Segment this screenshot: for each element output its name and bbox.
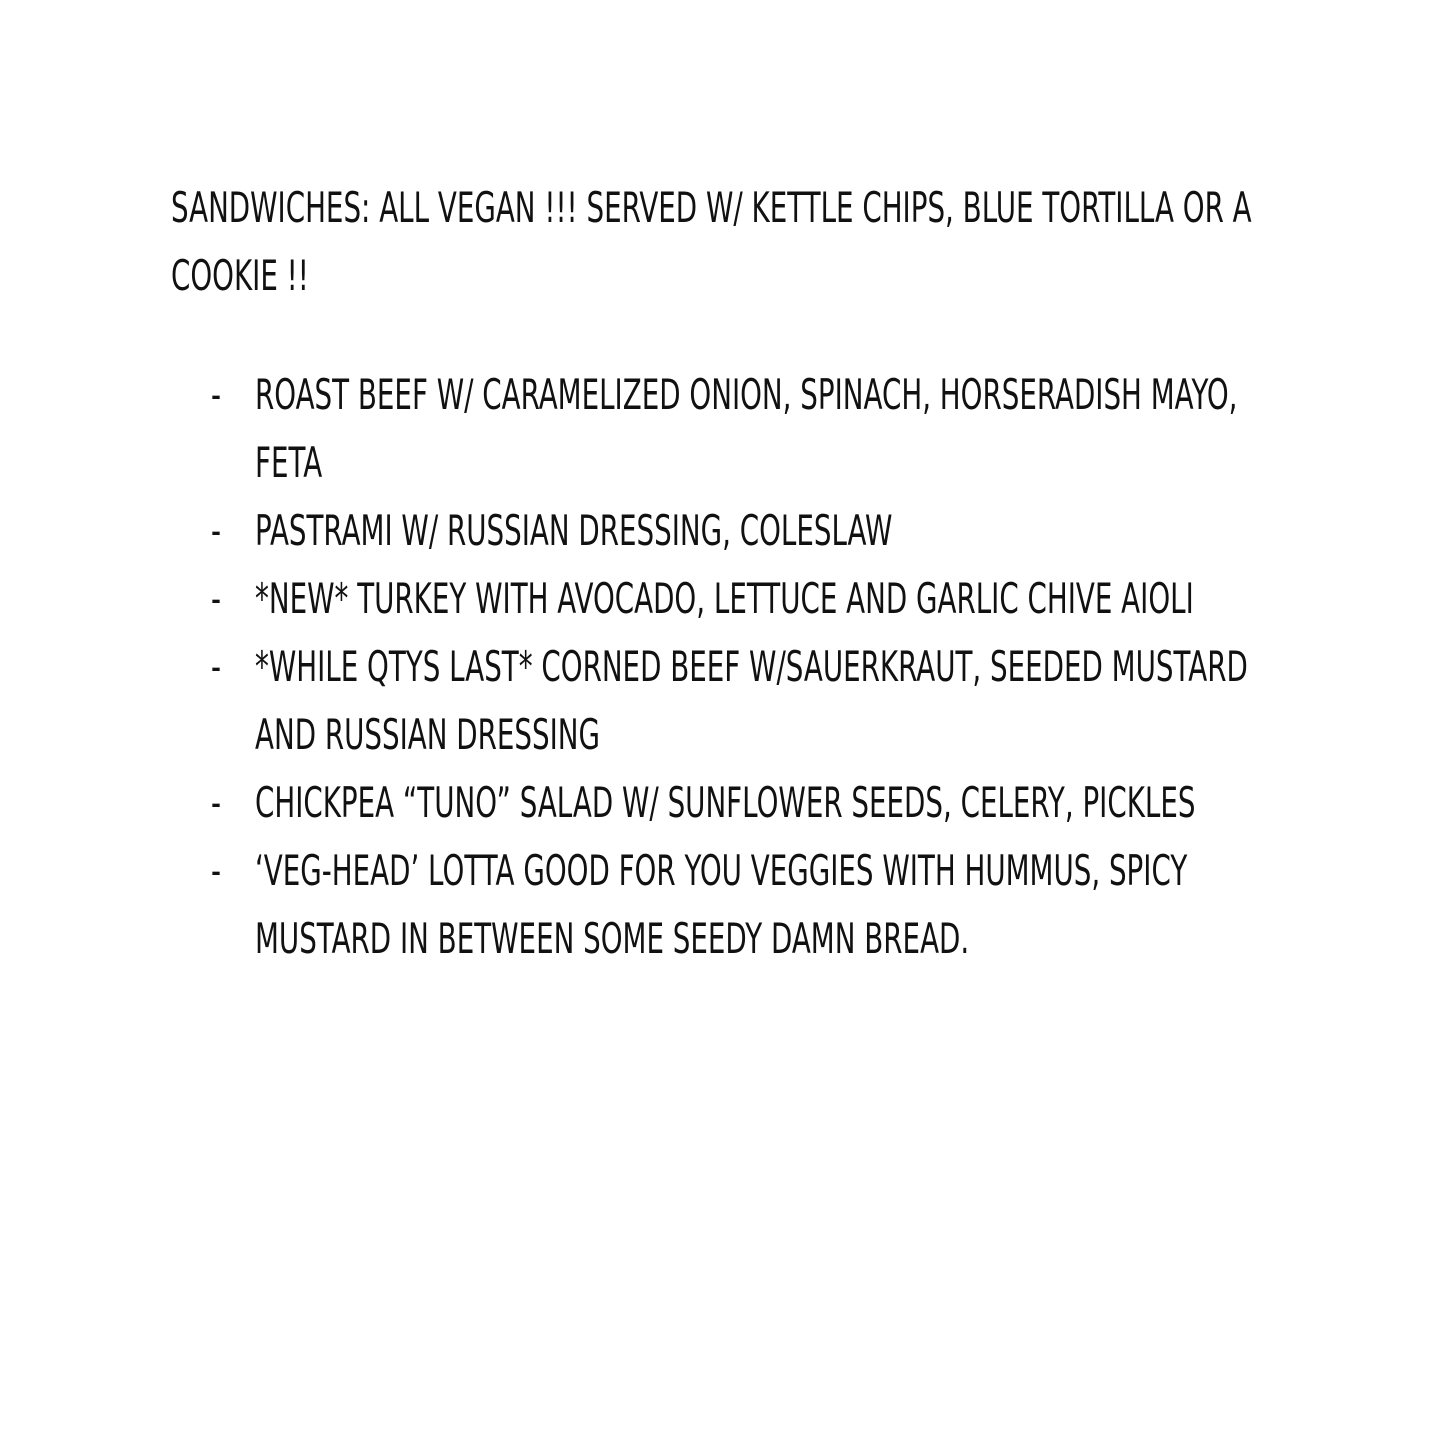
bullet-dash: -	[211, 778, 222, 827]
bullet-dash: -	[211, 846, 222, 895]
bullet-dash: -	[211, 370, 222, 419]
sandwich-list	[171, 361, 1321, 973]
list-item	[171, 837, 1321, 973]
list-item	[171, 497, 1321, 565]
list-item	[171, 769, 1321, 837]
list-item	[171, 565, 1321, 633]
bullet-dash: -	[211, 574, 222, 623]
sandwich-pastrami: PASTRAMI W/ RUSSIAN DRESSING, COLESLAW	[255, 506, 893, 555]
sandwich-chickpea-tuno: CHICKPEA “TUNO” SALAD W/ SUNFLOWER SEEDS, CELERY, PICKLES	[255, 778, 1196, 827]
sandwich-menu	[171, 174, 1321, 963]
sandwich-veg-head: ‘VEG-HEAD’ LOTTA GOOD FOR YOU VEGGIES WITH HUMMUS, SPICY MUSTARD IN BETWEEN SOME SEEDY DAMN BREAD.	[255, 846, 1188, 963]
bullet-dash: -	[211, 506, 222, 555]
menu-intro: SANDWICHES: ALL VEGAN !!! SERVED W/ KETTLE CHIPS, BLUE TORTILLA OR A COOKIE !!	[171, 183, 1252, 300]
sandwich-roast-beef: ROAST BEEF W/ CARAMELIZED ONION, SPINACH, HORSERADISH MAYO, FETA	[255, 370, 1238, 487]
sandwich-corned-beef: *WHILE QTYS LAST* CORNED BEEF W/SAUERKRAUT, SEEDED MUSTARD AND RUSSIAN DRESSING	[255, 642, 1248, 759]
list-item	[171, 361, 1321, 497]
bullet-dash: -	[211, 642, 222, 691]
sandwich-turkey: *NEW* TURKEY WITH AVOCADO, LETTUCE AND GARLIC CHIVE AIOLI	[255, 574, 1194, 623]
list-item	[171, 633, 1321, 769]
